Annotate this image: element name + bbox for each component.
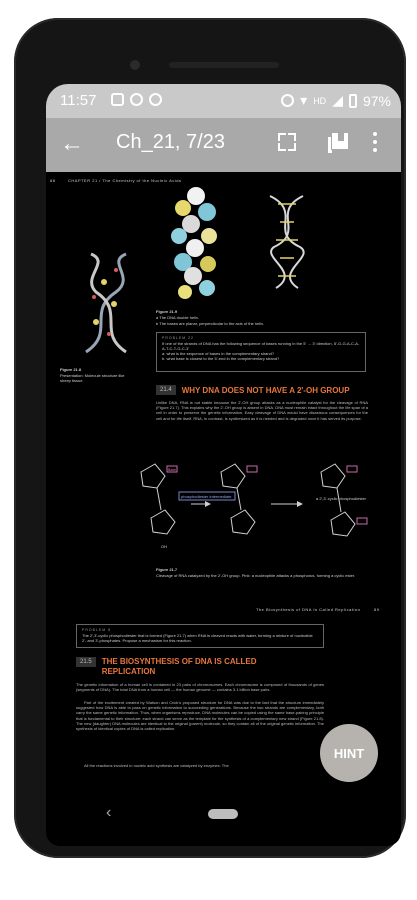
- rna-cleavage-scheme: [121, 452, 371, 562]
- arrow-left-icon[interactable]: ←: [60, 130, 84, 157]
- gallery-icon: [111, 93, 124, 106]
- section-21-5-title-line2: REPLICATION: [101, 667, 156, 676]
- notification-ring-icon: [149, 93, 162, 106]
- signal-icon: ◢: [332, 92, 343, 108]
- hint-button[interactable]: HINT: [320, 724, 378, 782]
- problem-1-text: If one of the strands of DNA has the following sequence of bases running in the 5' → 3' direction, 5'-G-G-A-C-A-A-T-C-T-G-C-3': [162, 341, 360, 351]
- section-21-4-text: Unlike DNA, RNA is not stable because the 2'-OH group attacks as a nucleophile catalyst for the cleavage of RNA (Figure 21.7). This explains why the 2'-OH group is absent in DNA. DNA must remain intact throughout the life span of a cell in order to preserve the genetic information. Easy cleavage of DNA would have disastrous consequences for the cell and for life itself. RNA, in contrast, is synthesized as it is needed and is degraded once it has served its purpose.: [156, 400, 368, 421]
- more-vert-icon[interactable]: [373, 132, 379, 156]
- book-page: [46, 172, 401, 792]
- hotspot-icon: [281, 94, 294, 107]
- section-21-5-heading: [76, 657, 257, 677]
- network-type: HD: [313, 95, 327, 106]
- nav-home-icon[interactable]: [208, 809, 238, 819]
- status-bar: [46, 84, 401, 118]
- at-icon: [130, 93, 143, 106]
- page-number-left: 88: [50, 178, 56, 183]
- fig-21-9-caption-a: a The DNA double helix.: [156, 315, 200, 320]
- scheme-oh-label: OH: [161, 544, 167, 549]
- problem-2-text: The 2',3'-cyclic phosphodiester that is formed (Figure 21.7) when RNA is cleaved reacts with water, forming a mixture of nucleotide 2'- and 3'-phosphates. Propose a mechanism for this reaction.: [82, 633, 313, 643]
- section-21-4-heading: [156, 385, 350, 395]
- earpiece-speaker: [169, 62, 279, 68]
- section-21-4-title: WHY DNA DOES NOT HAVE A 2'-OH GROUP: [181, 385, 350, 395]
- dna-helix-figure-left: [76, 252, 136, 362]
- fullscreen-icon[interactable]: [278, 133, 296, 151]
- fig-21-7-caption: Cleavage of RNA catalyzed by the 2'-OH group. Pink: a nucleophile attacks a phosphorus, forming a cyclic ester.: [156, 573, 356, 578]
- section-21-5-para-3: All the reactions involved in nucleic acid synthesis are catalyzed by enzymes. The: [84, 763, 229, 768]
- section-21-5-title-line1: THE BIOSYNTHESIS OF DNA IS CALLED: [101, 657, 257, 666]
- page-number-right: 89: [374, 607, 380, 612]
- running-head-top: CHAPTER 21 / The Chemistry of the Nucleic Acids: [68, 178, 182, 183]
- document-title: Ch_21, 7/23: [116, 131, 225, 153]
- running-head-bottom: The Biosynthesis of DNA Is Called Replication: [256, 607, 361, 612]
- front-camera: [130, 60, 140, 70]
- battery-icon: [349, 94, 357, 108]
- scheme-base-label: Base: [168, 468, 176, 472]
- fig-21-9-caption-b: b The bases are planar, perpendicular to the axis of the helix.: [156, 321, 265, 326]
- battery-percent: 97%: [362, 92, 391, 109]
- notification-icons: [111, 93, 162, 106]
- phone-frame: [14, 18, 406, 858]
- problem-1-a: a. what is the sequence of bases in the complementary strand?: [162, 351, 275, 356]
- problem-box-2: [76, 624, 324, 648]
- section-21-5-para-2: Part of the excitement created by Watson and Crick's proposed structure for DNA was due to the fact that the structure immediately suggested how DNA is able to pass on genetic information to succeeding generations. Because the two strands are complementary, both carry the same genetic information. Thus, when organisms reproduce, DNA molecules can be copied using the same base-pairing principle that is fundamental to their structure: each strand can serve as the template for the synthesis of a complementary new strand (Figure 21.8). The new (daughter) DNA molecules are identical to the original (parent) molecule, so they contain all of the original genetic information. The synthesis of identical copies of DNA is called replication.: [76, 700, 324, 732]
- section-21-5-number: 21.5: [76, 657, 96, 667]
- problem-2-label: PROBLEM 8: [82, 628, 112, 632]
- navigation-bar: [46, 792, 401, 846]
- problem-box-1: [156, 332, 366, 372]
- fig-21-8-label: Figure 21.8: [60, 367, 82, 372]
- dna-space-filling-figure: [161, 184, 231, 304]
- dna-ball-stick-figure: [258, 192, 318, 292]
- scheme-product-label: a 2',3'-cyclic phosphodiester: [316, 496, 366, 501]
- screen: [46, 84, 401, 846]
- app-bar: [46, 118, 401, 172]
- problem-1-label: PROBLEM 22: [162, 336, 194, 340]
- section-21-5-title: [102, 657, 257, 677]
- problem-1-b: b. what base is closest to the 5'-end in the complementary strand?: [162, 356, 280, 361]
- status-time: 11:57: [60, 92, 97, 109]
- scheme-intermediate-label: phosphodiester intermediate: [181, 494, 232, 499]
- wifi-icon: ▾: [300, 92, 308, 108]
- fig-21-7-label: Figure 21.7: [156, 567, 178, 572]
- nav-back-icon[interactable]: ‹: [106, 804, 112, 821]
- fig-21-8-caption: Presentation: Molecule structure like sheep tissue.: [60, 373, 125, 383]
- status-right: [281, 92, 391, 109]
- section-21-5-para-1: The genetic information of a human cell is contained in 23 pairs of chromosomes. Each chromosome is composed of thousands of genes (segments of DNA). The total DNA from a human cell — the human genome — contains 3.1 billion base pairs.: [76, 682, 324, 693]
- pages-icon[interactable]: [328, 133, 348, 153]
- fig-21-9-label: Figure 21.9: [156, 309, 178, 314]
- section-21-4-number: 21.4: [156, 385, 176, 395]
